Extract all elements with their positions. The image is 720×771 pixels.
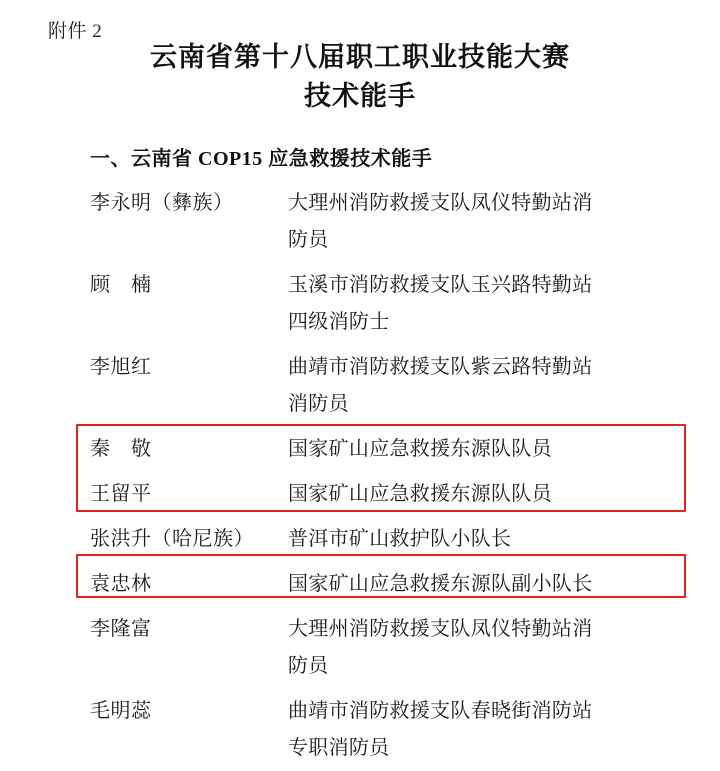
- recipient-name: 李隆富: [90, 618, 152, 641]
- recipient-organization-line-2: 防员: [288, 229, 329, 252]
- recipient-organization-line-1: 曲靖市消防救援支队春晓街消防站: [288, 700, 593, 723]
- recipient-organization-line-1: 曲靖市消防救援支队紫云路特勤站: [288, 356, 593, 379]
- page-title-line-1: 云南省第十八届职工职业技能大赛: [150, 42, 570, 72]
- list-item: [90, 181, 672, 263]
- recipient-organization: [288, 476, 672, 513]
- list-item: [90, 263, 672, 345]
- recipient-name: 袁忠林: [90, 573, 152, 596]
- recipient-organization-line-1: 大理州消防救援支队凤仪特勤站消: [288, 618, 593, 641]
- award-list: [0, 181, 720, 771]
- recipient-organization-line-1: 国家矿山应急救援东源队队员: [288, 438, 552, 461]
- page-title: [0, 0, 720, 116]
- list-item: [90, 517, 672, 562]
- recipient-organization-line-1: 普洱市矿山救护队小队长: [288, 528, 512, 551]
- recipient-organization: [288, 693, 672, 767]
- list-item: [90, 472, 672, 517]
- recipient-organization-line-2: 消防员: [288, 393, 349, 416]
- recipient-organization-line-2: 四级消防士: [288, 311, 390, 334]
- recipient-organization: [288, 349, 672, 423]
- recipient-name: 张洪升（哈尼族）: [90, 528, 254, 551]
- recipient-name: 秦 敬: [90, 438, 152, 461]
- recipient-organization: [288, 521, 672, 558]
- recipient-organization-line-1: 玉溪市消防救援支队玉兴路特勤站: [288, 274, 593, 297]
- list-item: [90, 689, 672, 771]
- recipient-organization-line-1: 国家矿山应急救援东源队队员: [288, 483, 552, 506]
- list-item: [90, 607, 672, 689]
- recipient-organization-line-1: 大理州消防救援支队凤仪特勤站消: [288, 192, 593, 215]
- recipient-organization-line-2: 专职消防员: [288, 737, 390, 760]
- section-heading: 一、云南省 COP15 应急救援技术能手: [90, 148, 433, 171]
- recipient-name: 李旭红: [90, 356, 152, 379]
- recipient-name: 毛明蕊: [90, 700, 152, 723]
- recipient-organization-line-2: 防员: [288, 655, 329, 678]
- recipient-organization: [288, 431, 672, 468]
- recipient-name: 王留平: [90, 483, 152, 506]
- list-item: [90, 345, 672, 427]
- list-item: [90, 562, 672, 607]
- page-title-line-2: 技术能手: [304, 81, 416, 112]
- recipient-organization: [288, 611, 672, 685]
- recipient-organization: [288, 566, 672, 603]
- recipient-organization: [288, 185, 672, 259]
- recipient-organization-line-1: 国家矿山应急救援东源队副小队长: [288, 573, 593, 596]
- recipient-organization: [288, 267, 672, 341]
- recipient-name: 顾 楠: [90, 274, 152, 297]
- recipient-name: 李永明（彝族）: [90, 192, 234, 215]
- list-item: [90, 427, 672, 472]
- attachment-label: 附件 2: [48, 21, 103, 42]
